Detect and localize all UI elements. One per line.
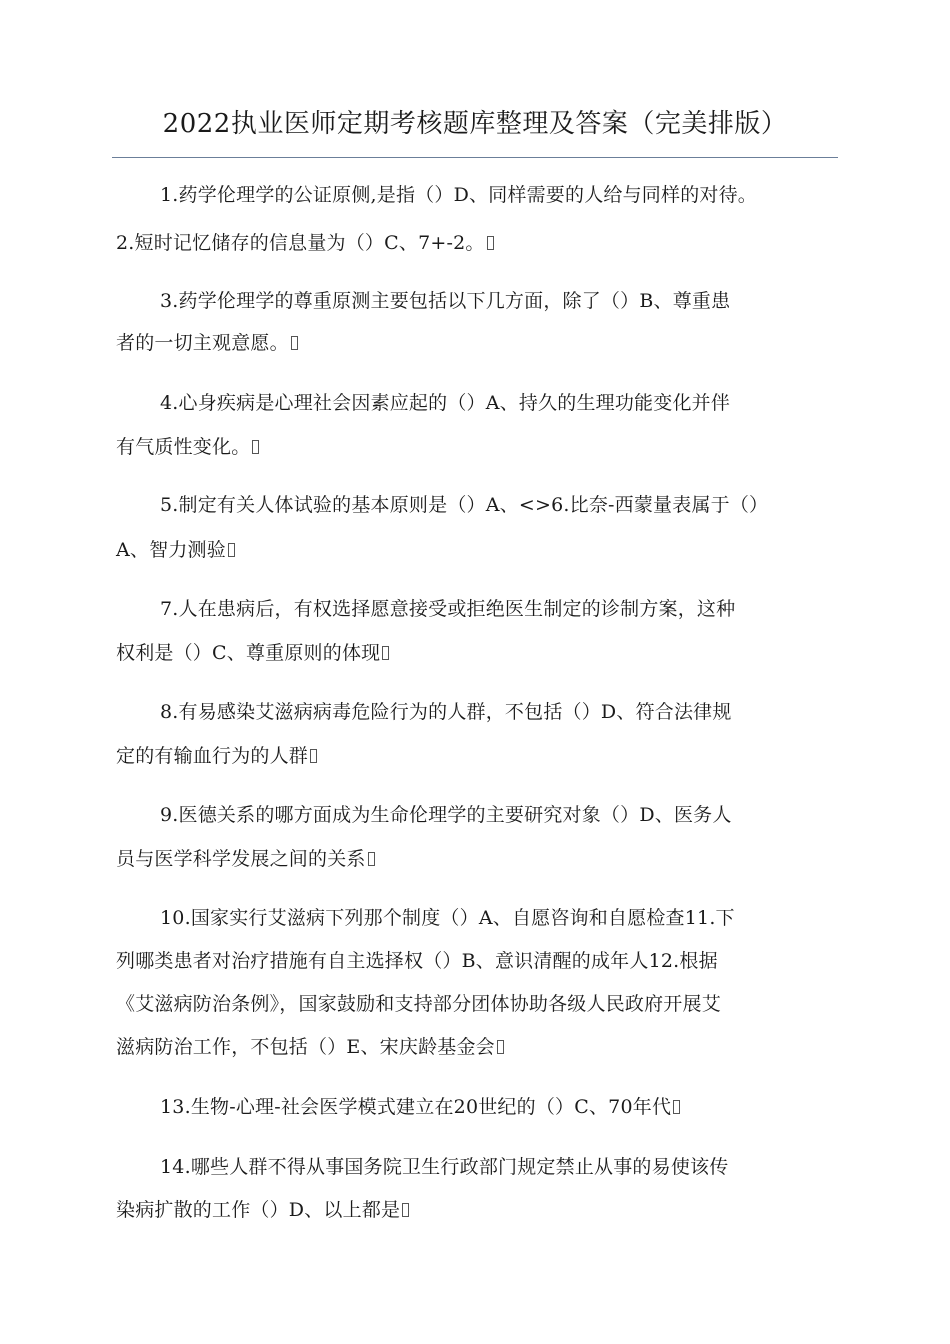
placeholder-box-icon <box>673 1100 680 1114</box>
question-line: 权利是（）C、尊重原则的体现 <box>116 638 389 665</box>
question-line: A、智力测验 <box>116 535 235 562</box>
placeholder-box-icon <box>228 543 235 557</box>
question-line: 7.人在患病后，有权选择愿意接受或拒绝医生制定的诊制方案，这种 <box>160 598 736 620</box>
placeholder-box-icon <box>382 646 389 660</box>
title-divider <box>112 157 838 158</box>
question-line: 定的有输血行为的人群 <box>116 741 317 768</box>
question-line: 5.制定有关人体试验的基本原则是（）A、<>6.比奈-西蒙量表属于（） <box>160 494 769 516</box>
question-line: 有气质性变化。 <box>116 432 259 459</box>
question-line: 2.短时记忆储存的信息量为（）C、7+-2。 <box>116 228 494 255</box>
question-line: 1.药学伦理学的公证原侧,是指（）D、同样需要的人给与同样的对待。 <box>160 184 758 206</box>
question-line: 者的一切主观意愿。 <box>116 328 298 355</box>
question-line: 13.生物-心理-社会医学模式建立在20世纪的（）C、70年代 <box>160 1092 680 1119</box>
placeholder-box-icon <box>310 749 317 763</box>
question-line: 9.医德关系的哪方面成为生命伦理学的主要研究对象（）D、医务人 <box>160 804 732 826</box>
question-line: 4.心身疾病是心理社会因素应起的（）A、持久的生理功能变化并伴 <box>160 392 731 414</box>
placeholder-box-icon <box>487 236 494 250</box>
placeholder-box-icon <box>402 1203 409 1217</box>
placeholder-box-icon <box>368 852 375 866</box>
question-line: 列哪类患者对治疗措施有自主选择权（）B、意识清醒的成年人12.根据 <box>116 950 718 972</box>
placeholder-box-icon <box>497 1040 504 1054</box>
question-line: 染病扩散的工作（）D、以上都是 <box>116 1195 409 1222</box>
question-line: 《艾滋病防治条例》，国家鼓励和支持部分团体协助各级人民政府开展艾 <box>116 993 721 1015</box>
question-line: 8.有易感染艾滋病病毒危险行为的人群，不包括（）D、符合法律规 <box>160 701 732 723</box>
question-line: 14.哪些人群不得从事国务院卫生行政部门规定禁止从事的易使该传 <box>160 1156 729 1178</box>
question-line: 10.国家实行艾滋病下列那个制度（）A、自愿咨询和自愿检查11.下 <box>160 907 735 929</box>
placeholder-box-icon <box>252 440 259 454</box>
question-line: 员与医学科学发展之间的关系 <box>116 844 375 871</box>
page-title: 2022执业医师定期考核题库整理及答案（完美排版） <box>162 109 788 139</box>
placeholder-box-icon <box>291 336 298 350</box>
question-line: 3.药学伦理学的尊重原测主要包括以下几方面，除了（）B、尊重患 <box>160 290 731 312</box>
question-line: 滋病防治工作，不包括（）E、宋庆龄基金会 <box>116 1032 504 1059</box>
